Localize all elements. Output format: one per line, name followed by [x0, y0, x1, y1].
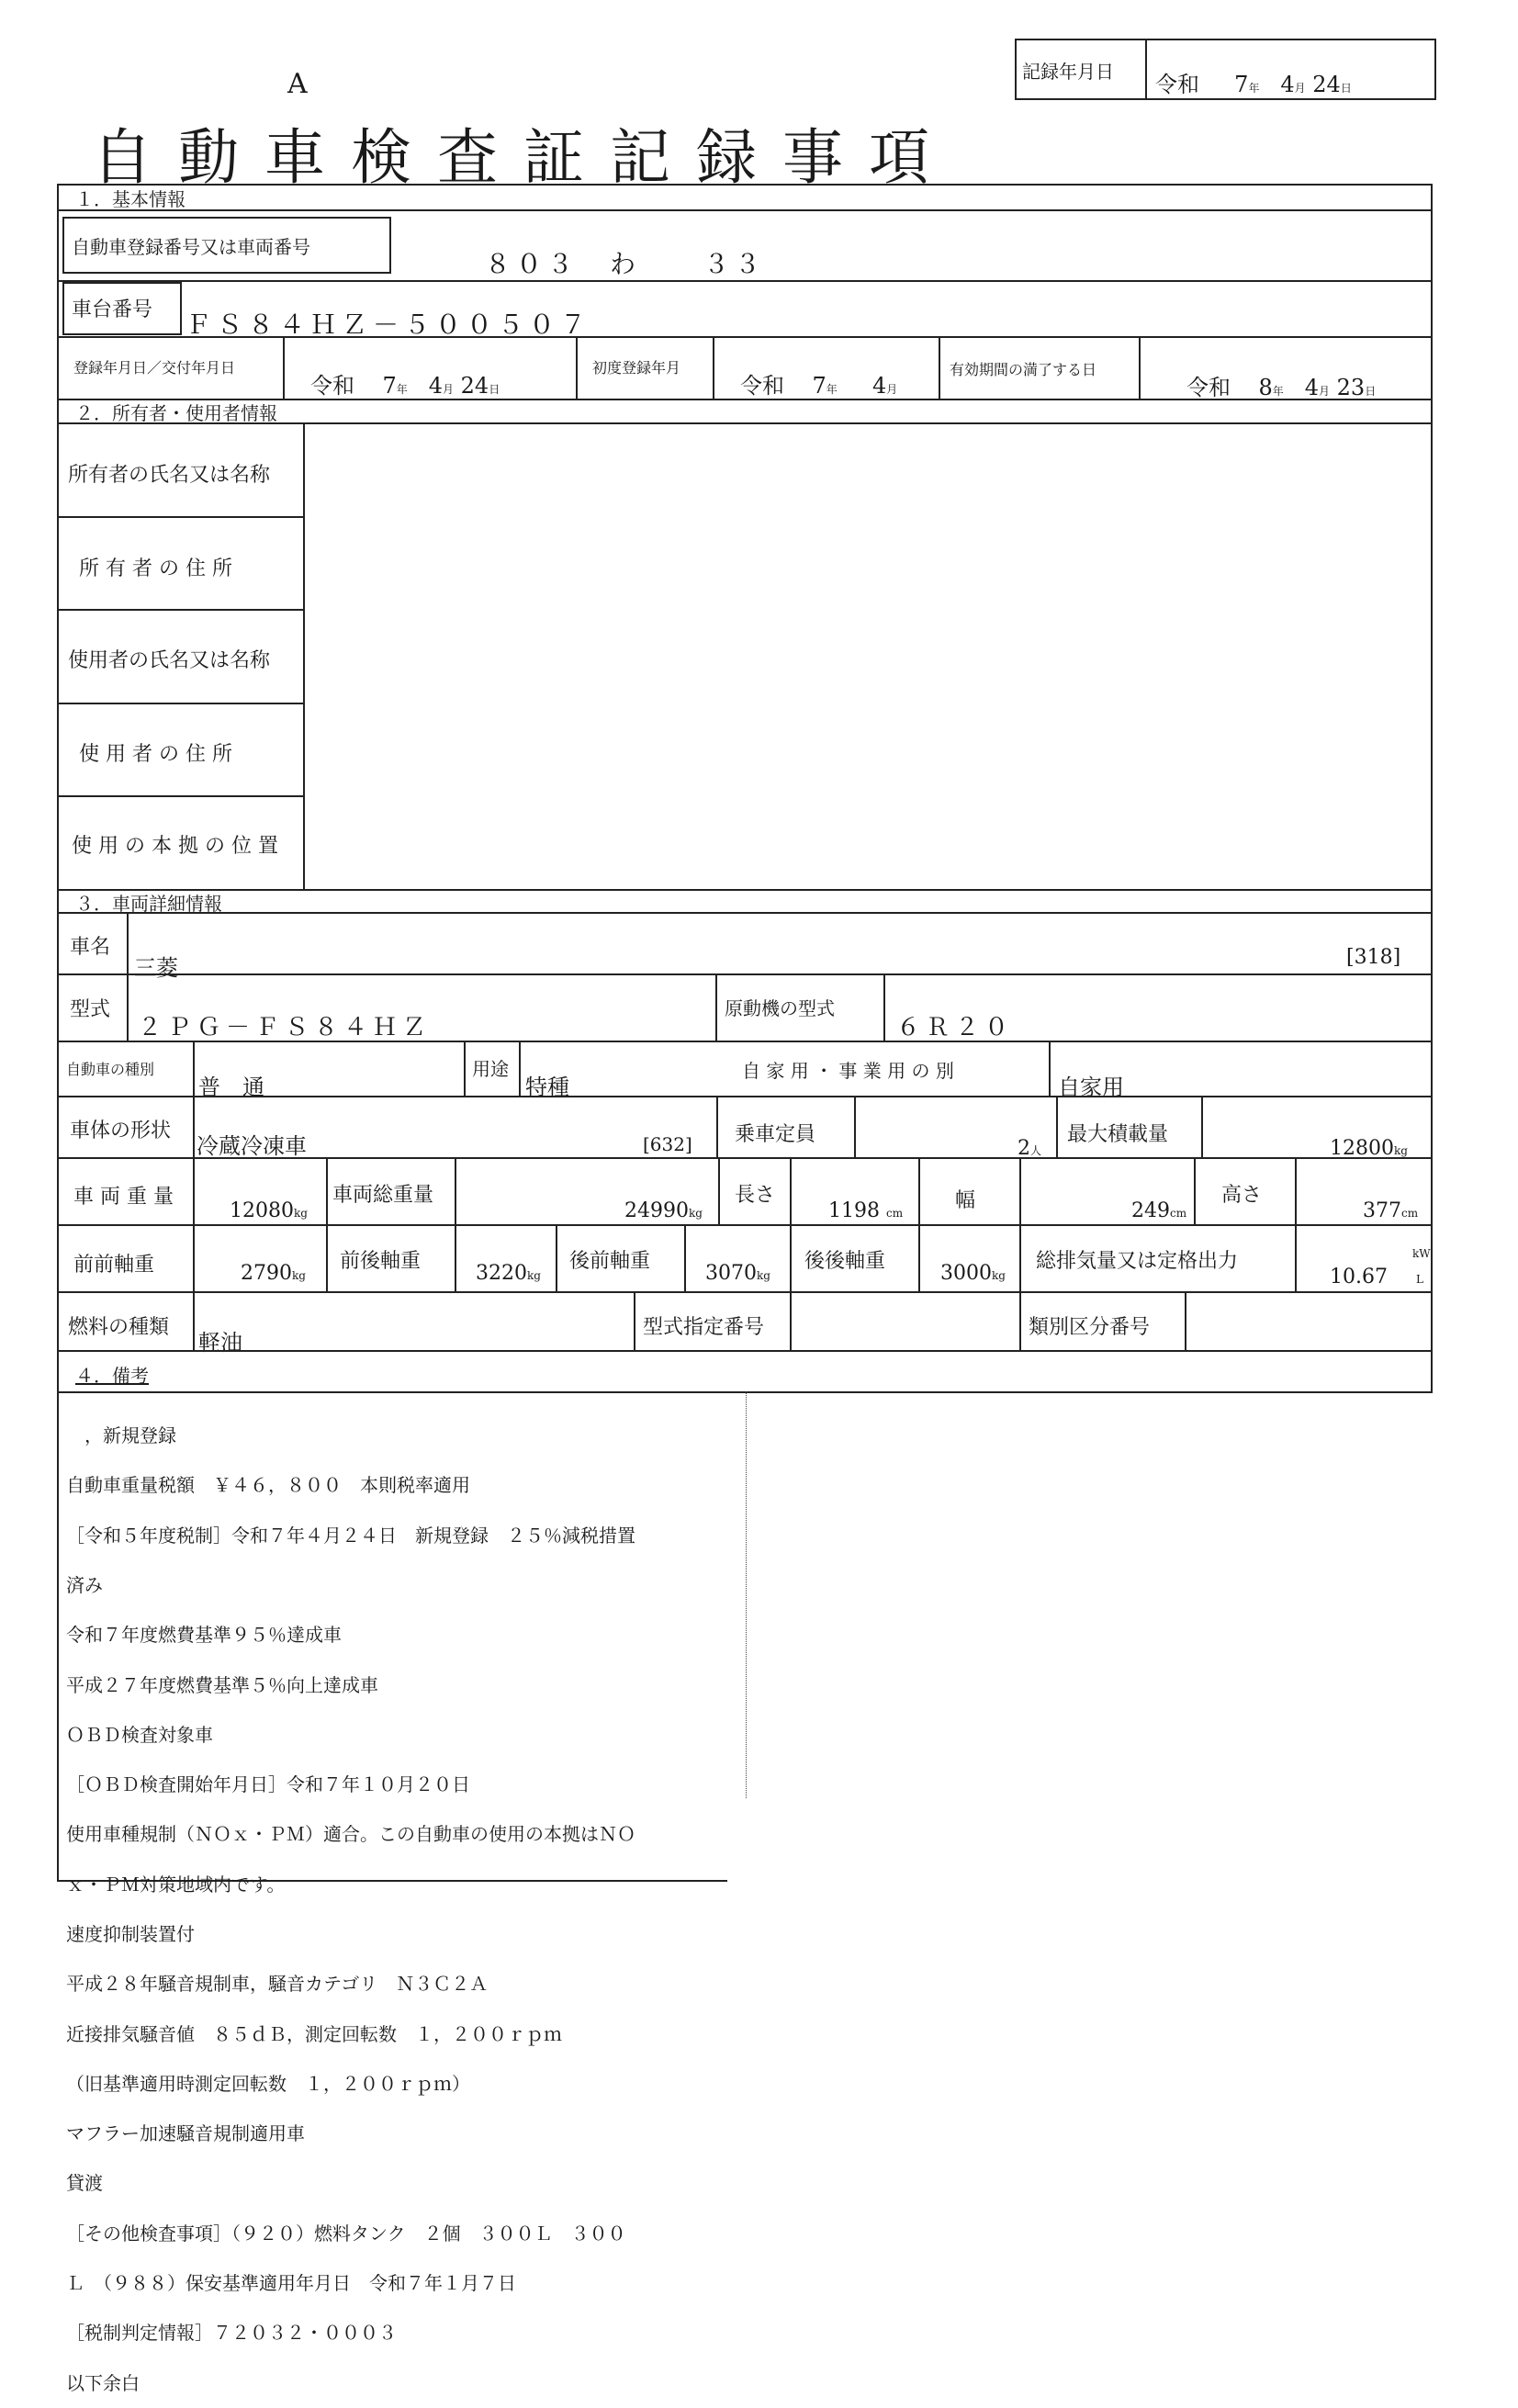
remarks-line: （旧基準適用時測定回転数 １，２００ｒｐｍ）: [66, 2072, 470, 2095]
fr-axle-value: 3220kg: [476, 1262, 541, 1285]
remarks-line: 以下余白: [66, 2371, 140, 2394]
vehicle-type-value: 普 通: [198, 1075, 264, 1100]
remarks-line: ｘ・ＰＭ対策地域内です。: [66, 1873, 286, 1896]
weight-label: 車 両 重 量: [73, 1186, 174, 1209]
remarks-line: 令和７年度燃費基準９５％達成車: [66, 1624, 342, 1647]
make-value: 三菱: [134, 955, 178, 981]
remarks-line: 使用車種規制（ＮＯｘ・ＰＭ）適合。この自動車の使用の本拠はＮＯ: [66, 1823, 635, 1846]
remarks-line: ［ＯＢＤ検査開始年月日］令和７年１０月２０日: [66, 1773, 470, 1796]
use-label: 用途: [472, 1058, 509, 1080]
use-value: 特種: [525, 1075, 569, 1100]
engine-label: 原動機の型式: [725, 997, 835, 1019]
fuel-label: 燃料の種類: [68, 1316, 170, 1339]
remarks-line: 貸渡: [66, 2172, 103, 2195]
remarks-line: Ｌ （９８８）保安基準適用年月日 令和７年１月７日: [66, 2271, 516, 2294]
expiry-value: 令和 8年 4月 23日: [1186, 375, 1377, 400]
remarks-line: ，新規登録: [66, 1424, 176, 1447]
capacity-label: 乗車定員: [735, 1123, 816, 1146]
remarks-line: ［令和５年度税制］令和７年４月２４日 新規登録 ２５％減税措置: [66, 1524, 635, 1547]
displacement-label: 総排気量又は定格出力: [1036, 1250, 1239, 1273]
category-number-label: 類別区分番号: [1029, 1316, 1151, 1339]
model-label: 型式: [70, 998, 111, 1021]
section1-heading: １．基本情報: [75, 188, 186, 210]
private-business-label: 自 家 用 ・ 事 業 用 の 別: [742, 1060, 954, 1082]
reg-date-value: 令和 7年 4月 24日: [310, 373, 500, 399]
remarks-line: 平成２８年騒音規制車，騒音カテゴリ Ｎ３Ｃ２Ａ: [66, 1973, 489, 1996]
rf-axle-label: 後前軸重: [569, 1250, 651, 1273]
section4-heading: ４．備考: [75, 1365, 149, 1387]
weight-value: 12080kg: [230, 1199, 308, 1222]
ff-axle-value: 2790kg: [241, 1262, 306, 1285]
model-value: ２ＰＧ－ＦＳ８４ＨＺ: [138, 1014, 433, 1041]
engine-value: ６Ｒ２０: [896, 1014, 1015, 1041]
body-shape-value: 冷蔵冷凍車: [197, 1133, 307, 1159]
owner-name-label: 所有者の氏名又は名称: [68, 464, 271, 487]
first-reg-label: 初度登録年月: [592, 359, 681, 377]
private-business-value: 自家用: [1058, 1075, 1124, 1100]
vehicle-type-label: 自動車の種別: [66, 1061, 155, 1078]
gross-weight-label: 車両総重量: [332, 1184, 434, 1207]
displacement-unit-l: L: [1416, 1273, 1423, 1286]
fr-axle-label: 前後軸重: [340, 1250, 422, 1273]
remarks-line: 速度抑制装置付: [66, 1923, 195, 1945]
gross-weight-value: 24990kg: [624, 1199, 703, 1222]
width-label: 幅: [955, 1189, 976, 1212]
remarks-text: [66, 1394, 746, 2408]
height-label: 高さ: [1221, 1184, 1263, 1207]
fuel-value: 軽油: [198, 1330, 242, 1356]
user-name-label: 使用者の氏名又は名称: [68, 649, 271, 672]
body-shape-label: 車体の形状: [70, 1120, 172, 1142]
chassis-value: ＦＳ８４ＨＺ－５００５０７: [186, 309, 592, 340]
remarks-line: ［その他検査事項］（９２０）燃料タンク ２個 ３００Ｌ ３００: [66, 2222, 626, 2245]
reg-number-value: ８０３ わ ３３: [485, 249, 767, 279]
document-marker: A: [287, 68, 308, 100]
length-value: 1198 cm: [828, 1199, 904, 1222]
rr-axle-label: 後後軸重: [804, 1250, 886, 1273]
owner-address-label: 所 有 者 の 住 所: [79, 557, 232, 580]
record-date-value: 令和 7年 4月 24日: [1155, 72, 1352, 97]
width-value: 249cm: [1131, 1199, 1187, 1222]
first-reg-value: 令和 7年 4月: [740, 373, 898, 399]
height-value: 377cm: [1363, 1199, 1419, 1222]
make-label: 車名: [70, 936, 111, 959]
max-load-value: 12800kg: [1330, 1137, 1408, 1160]
remarks-line: 近接排気騒音値 ８５ｄＢ，測定回転数 １，２００ｒｐｍ: [66, 2022, 562, 2045]
frame-right-edge: [1431, 1391, 1433, 1795]
type-designation-label: 型式指定番号: [643, 1316, 765, 1339]
remarks-line: ［税制判定情報］７２０３２・０００３: [66, 2322, 397, 2345]
remarks-line: マフラー加速騒音規制適用車: [66, 2122, 305, 2145]
remarks-line: ＯＢＤ検査対象車: [66, 1723, 213, 1746]
ff-axle-label: 前前軸重: [73, 1254, 155, 1277]
rf-axle-value: 3070kg: [705, 1262, 770, 1285]
displacement-unit-kw: kW: [1412, 1247, 1431, 1260]
remarks-line: 自動車重量税額 ￥４６，８００ 本則税率適用: [66, 1474, 470, 1497]
page-title: 自動車検査証記録事項: [92, 122, 955, 193]
remarks-line: 平成２７年度燃費基準５％向上達成車: [66, 1673, 378, 1696]
reg-date-label: 登録年月日／交付年月日: [73, 359, 236, 377]
chassis-label: 車台番号: [72, 298, 153, 321]
reg-number-label: 自動車登録番号又は車両番号: [72, 236, 310, 258]
rr-axle-value: 3000kg: [940, 1262, 1006, 1285]
section2-heading: ２．所有者・使用者情報: [75, 402, 277, 424]
record-date-label: 記録年月日: [1022, 61, 1114, 83]
remarks-line: 済み: [66, 1574, 103, 1597]
displacement-value: 10.67: [1330, 1266, 1388, 1288]
user-address-label: 使 用 者 の 住 所: [79, 743, 232, 766]
expiry-label: 有効期間の満了する日: [950, 361, 1097, 378]
max-load-label: 最大積載量: [1067, 1123, 1169, 1146]
make-code: [318]: [1346, 946, 1401, 969]
length-label: 長さ: [735, 1184, 776, 1207]
body-shape-code: [632]: [643, 1133, 692, 1155]
capacity-value: 2人: [1018, 1137, 1042, 1160]
base-location-label: 使 用 の 本 拠 の 位 置: [72, 835, 278, 858]
section3-heading: ３．車両詳細情報: [75, 893, 222, 915]
